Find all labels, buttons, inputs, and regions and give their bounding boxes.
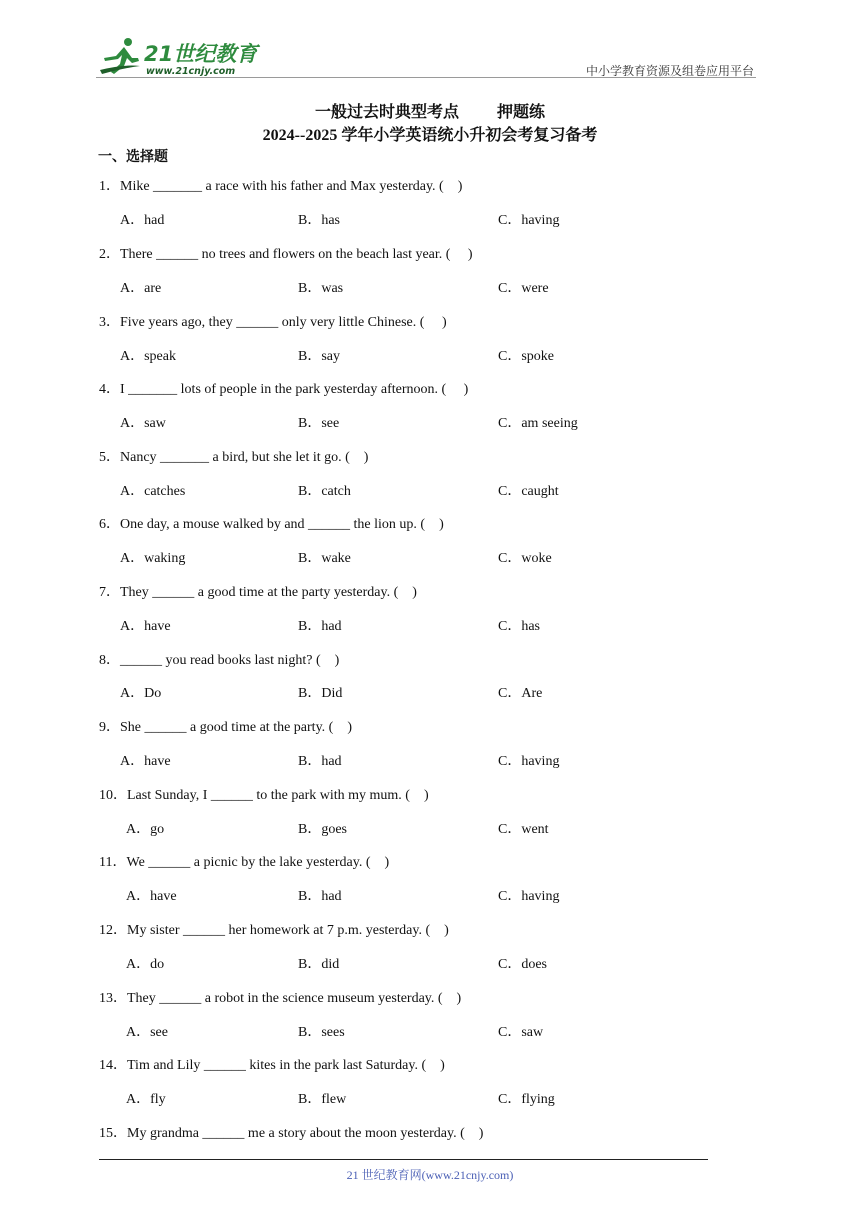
option-b: B．goes	[298, 822, 347, 837]
option-b: B．had	[298, 889, 342, 904]
option-c: C．were	[498, 281, 549, 296]
question-3: 3．Five years ago, they ______ only very little Chinese. ( )	[99, 315, 447, 330]
question-11: 11．We ______ a picnic by the lake yesterday. ( )	[99, 855, 390, 870]
option-c: C．spoke	[498, 349, 554, 364]
logo-main-text: 21世纪教育	[144, 42, 258, 66]
option-c: C．does	[498, 957, 547, 972]
option-a: A．see	[126, 1025, 168, 1040]
option-a: A．saw	[120, 416, 166, 431]
logo	[94, 36, 264, 78]
option-c: C．having	[498, 754, 560, 769]
option-b: B．was	[298, 281, 344, 296]
option-b: B．say	[298, 349, 340, 364]
option-a: A．have	[120, 754, 171, 769]
option-c: C．having	[498, 213, 560, 228]
option-c: C．woke	[498, 551, 552, 566]
page-subtitle: 2024--2025 学年小学英语统小升初会考复习备考	[262, 127, 598, 144]
option-b: B．catch	[298, 484, 351, 499]
option-a: A．fly	[126, 1092, 166, 1107]
option-a: A．had	[120, 213, 165, 228]
option-a: A．have	[120, 619, 171, 634]
header-platform-text: 中小学教育资源及组卷应用平台	[585, 64, 754, 78]
header-divider	[96, 77, 756, 78]
question-13: 13．They ______ a robot in the science museum yesterday. ( )	[99, 991, 462, 1006]
option-b: B．flew	[298, 1092, 347, 1107]
option-c: C．has	[498, 619, 540, 634]
question-8: 8．______ you read books last night? ( )	[99, 653, 340, 668]
logo-sub-text: www.21cnjy.com	[146, 66, 236, 77]
title-practice: 押题练	[497, 104, 546, 121]
option-b: B．see	[298, 416, 340, 431]
question-9: 9．She ______ a good time at the party. ( )	[99, 720, 352, 735]
option-a: A．are	[120, 281, 162, 296]
option-a: A．waking	[120, 551, 186, 566]
footer-text: 21 世纪教育网(www.21cnjy.com)	[346, 1168, 514, 1182]
option-a: A．Do	[120, 686, 162, 701]
runner-icon	[100, 38, 140, 74]
question-5: 5．Nancy _______ a bird, but she let it go. ( )	[99, 450, 369, 465]
question-14: 14．Tim and Lily ______ kites in the park last Saturday. ( )	[99, 1058, 445, 1073]
question-12: 12．My sister ______ her homework at 7 p.m. yesterday. ( )	[99, 923, 449, 938]
question-10: 10．Last Sunday, I ______ to the park with my mum. ( )	[99, 788, 429, 803]
option-b: B．had	[298, 619, 342, 634]
option-c: C．went	[498, 822, 549, 837]
section-heading: 一、选择题	[98, 149, 168, 165]
option-a: A．do	[126, 957, 165, 972]
option-b: B．did	[298, 957, 340, 972]
option-c: C．saw	[498, 1025, 544, 1040]
question-15: 15．My grandma ______ me a story about the moon yesterday. ( )	[99, 1126, 484, 1141]
option-c: C．Are	[498, 686, 543, 701]
option-b: B．had	[298, 754, 342, 769]
option-b: B．has	[298, 213, 340, 228]
question-4: 4．I _______ lots of people in the park yesterday afternoon. ( )	[99, 382, 469, 397]
question-6: 6．One day, a mouse walked by and ______ the lion up. ( )	[99, 517, 444, 532]
option-a: A．have	[126, 889, 177, 904]
option-a: A．speak	[120, 349, 176, 364]
question-1: 1．Mike _______ a race with his father and Max yesterday. ( )	[99, 179, 463, 194]
option-b: B．Did	[298, 686, 343, 701]
option-c: C．caught	[498, 484, 559, 499]
question-2: 2．There ______ no trees and flowers on the beach last year. ( )	[99, 247, 473, 262]
option-c: C．am seeing	[498, 416, 578, 431]
question-7: 7．They ______ a good time at the party yesterday. ( )	[99, 585, 417, 600]
footer-divider	[99, 1159, 708, 1160]
option-a: A．catches	[120, 484, 186, 499]
option-b: B．sees	[298, 1025, 345, 1040]
option-c: C．having	[498, 889, 560, 904]
page-title	[0, 99, 860, 122]
option-c: C．flying	[498, 1092, 555, 1107]
title-topic: 一般过去时典型考点	[314, 104, 459, 121]
option-a: A．go	[126, 822, 165, 837]
option-b: B．wake	[298, 551, 351, 566]
